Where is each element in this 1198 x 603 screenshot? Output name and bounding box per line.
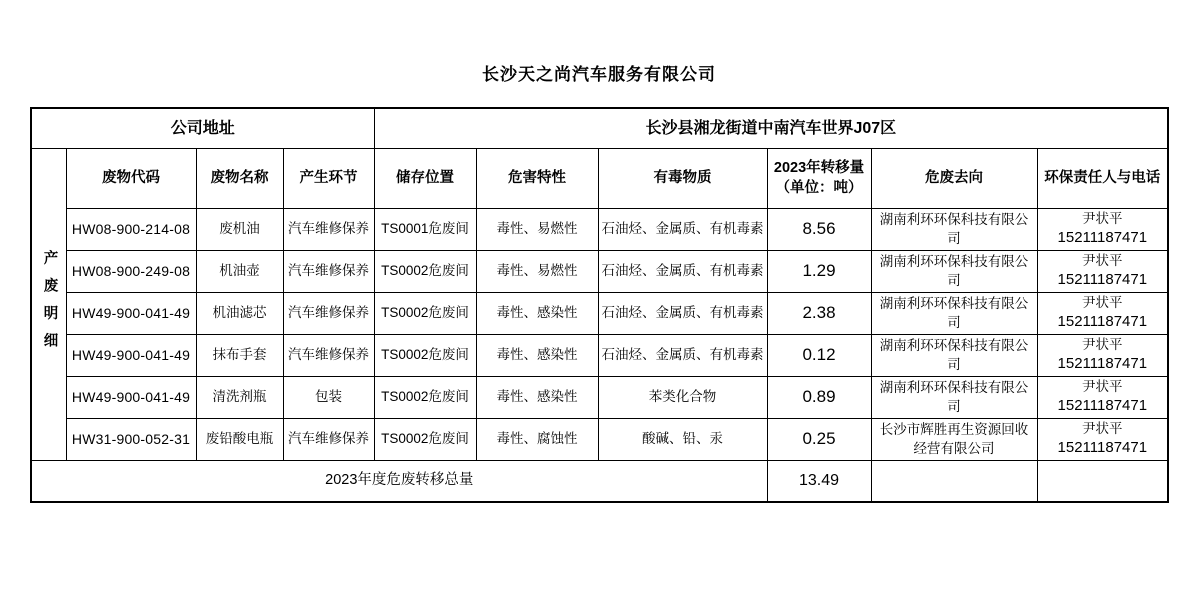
cell-destination: 湖南利环环保科技有限公司 xyxy=(871,377,1037,419)
cell-waste-name: 废铅酸电瓶 xyxy=(196,419,283,461)
col-header-hazard-characteristics: 危害特性 xyxy=(476,149,598,209)
cell-toxic: 石油烃、金属质、有机毒素 xyxy=(598,335,767,377)
company-address-row xyxy=(31,108,1168,149)
table-row xyxy=(31,419,1168,461)
cell-generation-stage: 汽车维修保养 xyxy=(283,293,374,335)
hazardous-waste-table xyxy=(30,107,1169,503)
cell-generation-stage: 包装 xyxy=(283,377,374,419)
cell-waste-name: 废机油 xyxy=(196,209,283,251)
cell-hazard: 毒性、感染性 xyxy=(476,377,598,419)
col-header-waste-name: 废物名称 xyxy=(196,149,283,209)
cell-waste-code: HW49-900-041-49 xyxy=(66,377,196,419)
contact-person: 尹状平 xyxy=(1082,295,1123,311)
cell-generation-stage: 汽车维修保养 xyxy=(283,419,374,461)
contact-person: 尹状平 xyxy=(1082,253,1123,269)
contact-person: 尹状平 xyxy=(1082,337,1123,353)
cell-amount: 2.38 xyxy=(767,293,871,335)
table-row xyxy=(31,251,1168,293)
cell-generation-stage: 汽车维修保养 xyxy=(283,335,374,377)
table-row xyxy=(31,335,1168,377)
col-header-contact: 环保责任人与电话 xyxy=(1037,149,1168,209)
cell-storage-location: TS0001危废间 xyxy=(374,209,476,251)
page-title: 长沙天之尚汽车服务有限公司 xyxy=(482,65,716,84)
transfer-amount-header-line1: 2023年转移量 xyxy=(773,159,865,176)
cell-hazard: 毒性、易燃性 xyxy=(476,209,598,251)
cell-waste-name: 抹布手套 xyxy=(196,335,283,377)
contact-person: 尹状平 xyxy=(1082,421,1123,437)
cell-hazard: 毒性、易燃性 xyxy=(476,251,598,293)
col-header-waste-code: 废物代码 xyxy=(66,149,196,209)
cell-waste-code: HW31-900-052-31 xyxy=(66,419,196,461)
table-header-row xyxy=(31,149,1168,209)
cell-amount: 1.29 xyxy=(767,251,871,293)
cell-waste-name: 机油壶 xyxy=(196,251,283,293)
table-row xyxy=(31,377,1168,419)
contact-phone: 15211187471 xyxy=(1057,313,1148,331)
cell-storage-location: TS0002危废间 xyxy=(374,377,476,419)
cell-storage-location: TS0002危废间 xyxy=(374,251,476,293)
cell-destination: 湖南利环环保科技有限公司 xyxy=(871,209,1037,251)
col-header-toxic-substances: 有毒物质 xyxy=(598,149,767,209)
cell-hazard: 毒性、腐蚀性 xyxy=(476,419,598,461)
contact-person: 尹状平 xyxy=(1082,379,1123,395)
cell-amount: 0.89 xyxy=(767,377,871,419)
contact-phone: 15211187471 xyxy=(1057,229,1148,247)
total-amount: 13.49 xyxy=(767,461,871,503)
cell-contact xyxy=(1037,293,1168,335)
cell-toxic: 石油烃、金属质、有机毒素 xyxy=(598,251,767,293)
cell-contact xyxy=(1037,209,1168,251)
table-row xyxy=(31,293,1168,335)
cell-hazard: 毒性、感染性 xyxy=(476,335,598,377)
cell-storage-location: TS0002危废间 xyxy=(374,293,476,335)
cell-toxic: 石油烃、金属质、有机毒素 xyxy=(598,209,767,251)
side-label-waste-detail: 产废明细 xyxy=(31,149,66,461)
cell-toxic: 苯类化合物 xyxy=(598,377,767,419)
cell-waste-code: HW08-900-249-08 xyxy=(66,251,196,293)
total-row xyxy=(31,461,1168,503)
cell-storage-location: TS0002危废间 xyxy=(374,335,476,377)
cell-waste-name: 清洗剂瓶 xyxy=(196,377,283,419)
cell-amount: 0.25 xyxy=(767,419,871,461)
transfer-amount-header-line2: （单位：吨） xyxy=(775,179,863,196)
cell-amount: 0.12 xyxy=(767,335,871,377)
col-header-transfer-amount xyxy=(767,149,871,209)
cell-generation-stage: 汽车维修保养 xyxy=(283,209,374,251)
contact-phone: 15211187471 xyxy=(1057,271,1148,289)
cell-waste-code: HW49-900-041-49 xyxy=(66,335,196,377)
cell-amount: 8.56 xyxy=(767,209,871,251)
total-label: 2023年度危废转移总量 xyxy=(31,461,767,503)
cell-waste-code: HW08-900-214-08 xyxy=(66,209,196,251)
col-header-generation-stage: 产生环节 xyxy=(283,149,374,209)
company-address-label: 公司地址 xyxy=(31,108,374,149)
cell-contact xyxy=(1037,377,1168,419)
total-destination-empty-cell xyxy=(871,461,1037,503)
contact-phone: 15211187471 xyxy=(1057,397,1148,415)
contact-person: 尹状平 xyxy=(1082,211,1123,227)
cell-contact xyxy=(1037,419,1168,461)
contact-phone: 15211187471 xyxy=(1057,439,1148,457)
cell-destination: 长沙市辉胜再生资源回收经营有限公司 xyxy=(871,419,1037,461)
cell-destination: 湖南利环环保科技有限公司 xyxy=(871,251,1037,293)
col-header-destination: 危废去向 xyxy=(871,149,1037,209)
table-row xyxy=(31,209,1168,251)
contact-phone: 15211187471 xyxy=(1057,355,1148,373)
total-contact-empty-cell xyxy=(1037,461,1168,503)
cell-destination: 湖南利环环保科技有限公司 xyxy=(871,293,1037,335)
cell-waste-name: 机油滤芯 xyxy=(196,293,283,335)
cell-destination: 湖南利环环保科技有限公司 xyxy=(871,335,1037,377)
company-address-value: 长沙县湘龙街道中南汽车世界J07区 xyxy=(374,108,1168,149)
cell-hazard: 毒性、感染性 xyxy=(476,293,598,335)
cell-contact xyxy=(1037,251,1168,293)
cell-waste-code: HW49-900-041-49 xyxy=(66,293,196,335)
cell-toxic: 酸碱、铅、汞 xyxy=(598,419,767,461)
cell-generation-stage: 汽车维修保养 xyxy=(283,251,374,293)
cell-storage-location: TS0002危废间 xyxy=(374,419,476,461)
col-header-storage-location: 储存位置 xyxy=(374,149,476,209)
cell-contact xyxy=(1037,335,1168,377)
cell-toxic: 石油烃、金属质、有机毒素 xyxy=(598,293,767,335)
